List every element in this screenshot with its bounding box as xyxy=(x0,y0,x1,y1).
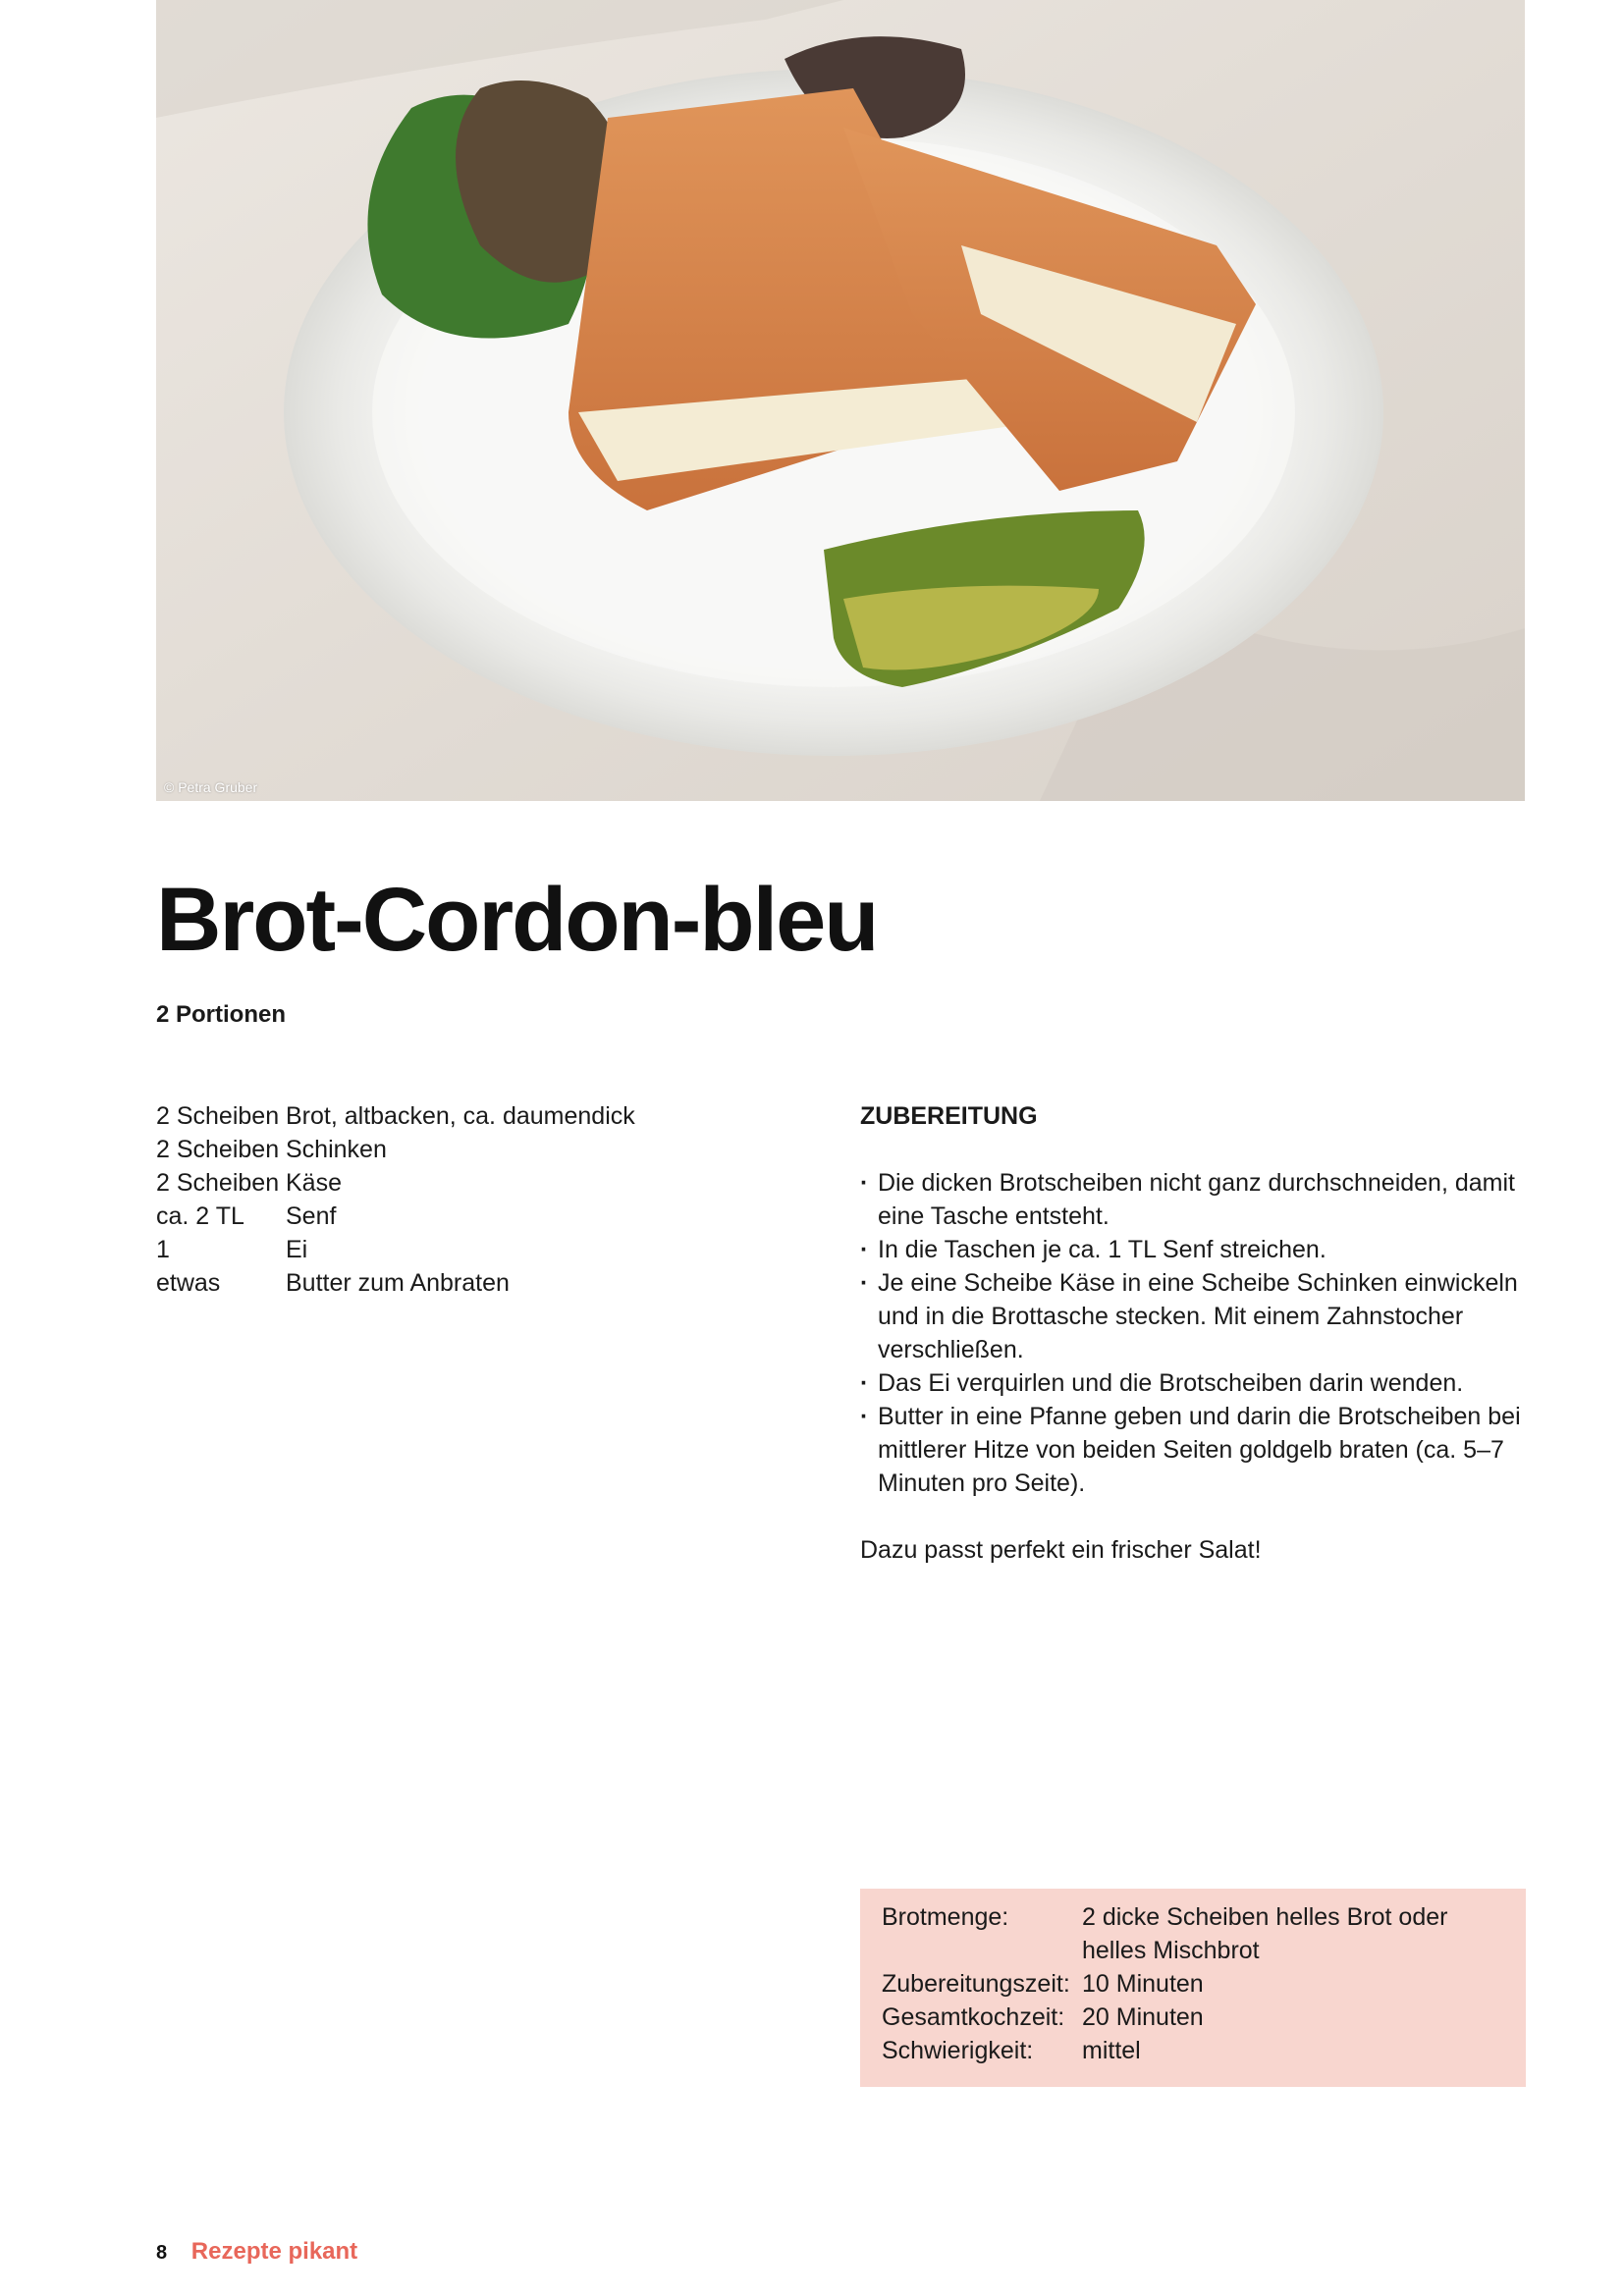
portions: 2 Portionen xyxy=(156,1001,287,1028)
page-number: 8 xyxy=(156,2242,168,2264)
info-row-difficulty xyxy=(882,2034,1447,2067)
ingredient-row xyxy=(156,1099,635,1133)
recipe-title: Brot-Cordon-bleu xyxy=(156,870,878,970)
ingredient-quantity: etwas xyxy=(156,1269,221,1297)
ingredient-quantity: 2 Scheiben xyxy=(156,1102,280,1130)
page-footer xyxy=(156,2238,357,2266)
preparation-steps xyxy=(860,1166,1528,1500)
recipe-photo xyxy=(156,0,1525,801)
ingredient-item: Ei xyxy=(286,1236,308,1263)
photo-credit: © Petra Gruber xyxy=(164,779,258,795)
info-value: mittel xyxy=(1082,2037,1141,2064)
ingredient-item: Käse xyxy=(286,1169,342,1197)
ingredient-item: Schinken xyxy=(286,1136,387,1163)
ingredient-item: Senf xyxy=(286,1202,337,1230)
ingredient-row xyxy=(156,1200,635,1233)
info-label: Brotmenge: xyxy=(882,1903,1009,1931)
preparation-step: · Je eine Scheibe Käse in eine Scheibe Schinken einwickeln und in die Brottasche stecken. Mit einem Zahnstocher verschließen. xyxy=(860,1266,1528,1366)
preparation-step: · Das Ei verquirlen und die Brotscheiben darin wenden. xyxy=(860,1366,1528,1400)
ingredient-row xyxy=(156,1133,635,1166)
ingredient-quantity: 1 xyxy=(156,1236,170,1263)
info-value: 10 Minuten xyxy=(1082,1970,1204,1998)
info-value xyxy=(1082,1900,1447,1967)
section-name: Rezepte pikant xyxy=(190,2238,358,2265)
info-label: Zubereitungszeit: xyxy=(882,1970,1070,1998)
sandwich-photo-icon xyxy=(156,0,1525,801)
ingredient-item: Brot, altbacken, ca. daumendick xyxy=(286,1102,635,1130)
preparation-step: · Butter in eine Pfanne geben und darin die Brotscheiben bei mittlerer Hitze von beiden Seiten goldgelb braten (ca. 5–7 Minuten pro Seite). xyxy=(860,1400,1528,1500)
preparation-section xyxy=(860,1099,1528,1567)
preparation-heading: ZUBEREITUNG xyxy=(860,1102,1038,1130)
ingredient-quantity: 2 Scheiben xyxy=(156,1169,280,1197)
ingredient-row xyxy=(156,1166,635,1200)
ingredient-quantity: ca. 2 TL xyxy=(156,1202,244,1230)
ingredient-row xyxy=(156,1233,635,1266)
info-row-bread xyxy=(882,1900,1447,1967)
preparation-step: · In die Taschen je ca. 1 TL Senf streichen. xyxy=(860,1233,1528,1266)
info-value-line: 2 dicke Scheiben helles Brot oder xyxy=(1082,1903,1448,1931)
ingredients-list xyxy=(156,1099,635,1300)
recipe-info-box xyxy=(860,1889,1526,2087)
recipe-info-table xyxy=(882,1900,1447,2067)
ingredient-quantity: 2 Scheiben xyxy=(156,1136,280,1163)
info-value-line: helles Mischbrot xyxy=(1082,1937,1260,1964)
info-value: 20 Minuten xyxy=(1082,2003,1204,2031)
serving-tip: Dazu passt perfekt ein frischer Salat! xyxy=(860,1536,1262,1564)
info-row-total-time xyxy=(882,2001,1447,2034)
info-label: Schwierigkeit: xyxy=(882,2037,1034,2064)
info-label: Gesamtkochzeit: xyxy=(882,2003,1065,2031)
ingredient-item: Butter zum Anbraten xyxy=(286,1269,510,1297)
ingredient-row xyxy=(156,1266,635,1300)
preparation-step: · Die dicken Brotscheiben nicht ganz durchschneiden, damit eine Tasche entsteht. xyxy=(860,1166,1528,1233)
info-row-prep-time xyxy=(882,1967,1447,2001)
